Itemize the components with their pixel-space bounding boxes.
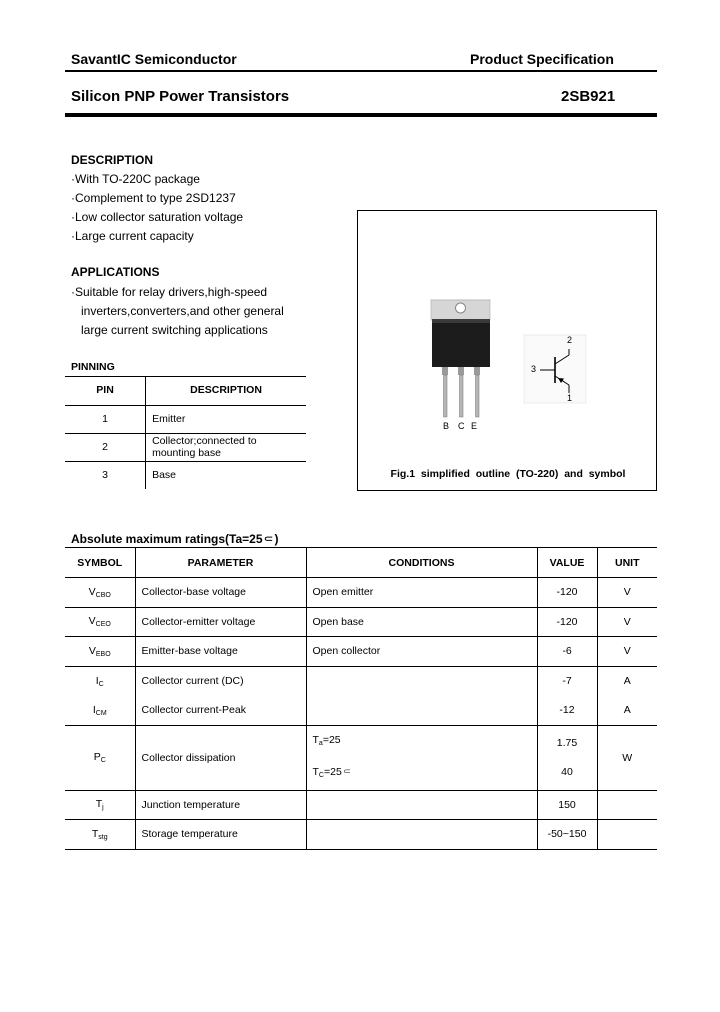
doc-type: Product Specification	[470, 51, 614, 67]
pinning-table	[65, 376, 306, 489]
symbol-header: SYMBOL	[65, 548, 135, 578]
conditions-header: CONDITIONS	[306, 548, 537, 578]
conditions-cell	[306, 696, 537, 726]
symbol-cell: $V_{CBO}$	[65, 578, 135, 608]
parameter-cell: Collector dissipation	[135, 725, 306, 790]
unit-header: UNIT	[597, 548, 657, 578]
value-cell: 150	[537, 790, 597, 820]
parameter-cell: Collector current (DC)	[135, 666, 306, 696]
parameter-header: PARAMETER	[135, 548, 306, 578]
conditions-cell: Open emitter	[306, 578, 537, 608]
pin-number: 2	[65, 433, 146, 461]
parameter-cell: Storage temperature	[135, 820, 306, 850]
value-cell: -12	[537, 696, 597, 726]
pin-number: 3	[65, 461, 146, 489]
ratings-table	[65, 547, 657, 850]
conditions-cell	[306, 790, 537, 820]
pin-header: PIN	[65, 376, 146, 405]
symbol-pin-1: 1	[567, 393, 573, 403]
description-item: ·Complement to type 2SD1237	[71, 191, 236, 205]
unit-cell: W	[597, 725, 657, 790]
parameter-cell: Collector current-Peak	[135, 696, 306, 726]
unit-cell: A	[597, 696, 657, 726]
symbol-cell: $T_{stg}$	[65, 820, 135, 850]
ratings-header-row	[65, 548, 657, 578]
symbol-cell: $P_C$	[65, 725, 135, 790]
ratings-row	[65, 607, 657, 637]
value-cell: -6	[537, 637, 597, 667]
pinning-row	[65, 433, 306, 461]
ratings-row-collector-dissipation	[65, 725, 657, 790]
ratings-title: Absolute maximum ratings(Ta=25⸦)	[71, 532, 279, 546]
value-ta: 1.75	[556, 736, 578, 749]
unit-cell	[597, 790, 657, 820]
unit-cell	[597, 820, 657, 850]
ratings-row	[65, 790, 657, 820]
unit-cell: V	[597, 578, 657, 608]
pinning-row	[65, 405, 306, 433]
lead-label-c: C	[458, 421, 465, 431]
company-name: SavantIC Semiconductor	[71, 51, 237, 67]
conditions-cell	[306, 725, 537, 790]
ratings-row	[65, 666, 657, 696]
symbol-cell: $V_{EBO}$	[65, 637, 135, 667]
title-divider	[65, 113, 657, 117]
pin-description: Collector;connected to mounting base	[146, 433, 306, 461]
figure-box	[357, 210, 657, 491]
parameter-cell: Emitter-base voltage	[135, 637, 306, 667]
conditions-cell: Open base	[306, 607, 537, 637]
unit-cell: V	[597, 607, 657, 637]
value-header: VALUE	[537, 548, 597, 578]
ratings-row	[65, 637, 657, 667]
description-item: ·Large current capacity	[71, 229, 194, 243]
condition-ta: $T_a=25$	[312, 733, 341, 747]
description-title: DESCRIPTION	[71, 153, 154, 167]
parameter-cell: Collector-base voltage	[135, 578, 306, 608]
ratings-row	[65, 578, 657, 608]
value-cell	[537, 725, 597, 790]
part-number: 2SB921	[561, 88, 616, 105]
figure-caption: Fig.1 simplified outline (TO-220) and symbol	[390, 468, 626, 480]
symbol-pin-2: 2	[567, 335, 573, 345]
pin-description: Base	[152, 469, 177, 482]
applications-line: large current switching applications	[81, 323, 268, 337]
description-item: ·Low collector saturation voltage	[71, 210, 244, 224]
applications-text	[71, 283, 284, 340]
ratings-row	[65, 696, 657, 726]
pin-description-header: DESCRIPTION	[146, 376, 306, 405]
pnp-transistor-symbol	[358, 211, 658, 492]
pinning-header-row	[65, 376, 306, 405]
value-cell: -7	[537, 666, 597, 696]
description-item: ·With TO-220C package	[71, 172, 200, 186]
conditions-cell: Open collector	[306, 637, 537, 667]
lead-label-b: B	[443, 421, 450, 431]
symbol-pin-3: 3	[531, 364, 537, 374]
product-line: Silicon PNP Power Transistors	[71, 88, 290, 105]
pin-description: Emitter	[146, 405, 306, 433]
symbol-cell: $T_j$	[65, 790, 135, 820]
parameter-cell: Collector-emitter voltage	[135, 607, 306, 637]
value-cell: -50~150	[537, 820, 597, 850]
condition-tc: $T_C=25⸦$	[312, 765, 353, 779]
symbol-cell: $V_{CEO}$	[65, 607, 135, 637]
symbol-cell: $I_C$	[65, 666, 135, 696]
pin-number: 1	[65, 405, 146, 433]
value-cell: -120	[537, 578, 597, 608]
lead-label-e: E	[471, 421, 478, 431]
applications-line: ·Suitable for relay drivers,high-speed	[71, 285, 268, 299]
unit-cell: V	[597, 637, 657, 667]
conditions-cell	[306, 820, 537, 850]
pinning-title: PINNING	[71, 361, 115, 373]
symbol-cell: $I_{CM}$	[65, 696, 135, 726]
pinning-row	[65, 461, 306, 489]
parameter-cell: Junction temperature	[135, 790, 306, 820]
unit-cell: A	[623, 675, 631, 687]
value-tc: 40	[561, 765, 573, 778]
ratings-row	[65, 820, 657, 850]
conditions-cell	[306, 666, 537, 696]
description-list	[71, 170, 243, 246]
applications-title: APPLICATIONS	[71, 265, 160, 279]
applications-line: inverters,converters,and other general	[81, 304, 284, 318]
value-cell: -120	[537, 607, 597, 637]
header-divider	[65, 70, 657, 72]
